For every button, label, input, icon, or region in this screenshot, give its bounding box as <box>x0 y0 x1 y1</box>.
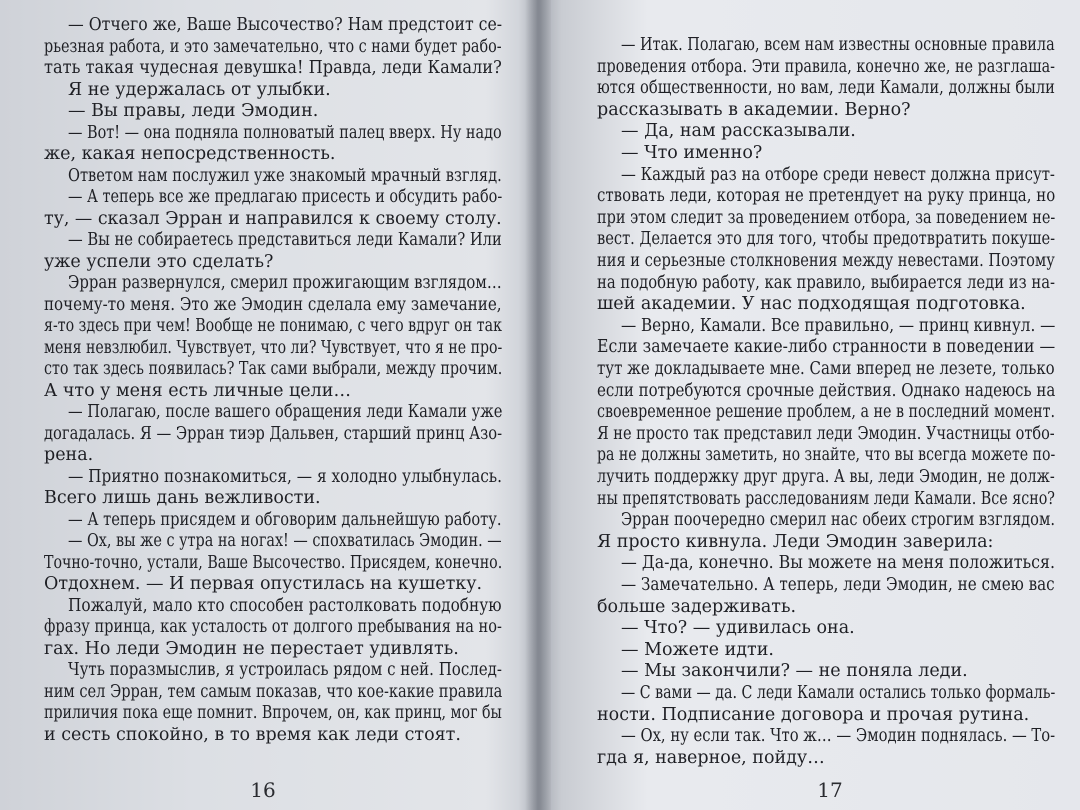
text-line: Эрран развернулся, смерил прожигающим взглядом… <box>68 273 502 293</box>
text-line: — Отчего же, Ваше Высочество? Нам предстоит се- <box>68 15 503 35</box>
text-line: Эрран поочередно смерил нас обеих строгим взглядом. <box>621 510 1055 531</box>
text-line: Всего лишь дань вежливости. <box>44 488 321 508</box>
text-line: — Что? — удивилась она. <box>621 618 855 639</box>
page-number: 17 <box>817 778 843 802</box>
text-line: ются общественности, но вам, леди Камали, должны были <box>597 78 1055 99</box>
text-line: — Ох, вы же с утра на ногах! — спохватилась Эмодин. — <box>68 531 502 551</box>
text-line: уже успели это сделать? <box>44 251 274 272</box>
text-line: сто так здесь появилась? Так сами выбрали, между прочим. <box>44 359 503 379</box>
text-line: Отдохнем. — И первая опустилась на кушетку. <box>44 574 483 594</box>
text-line: Я не просто так представил леди Эмодин. Участницы отбо- <box>597 423 1055 444</box>
text-line: вест. Делается это для того, чтобы предотвратить покуше- <box>597 229 1056 250</box>
text-line: догадалась. Я — Эрран тиэр Дальвен, старший принц Азо- <box>44 423 503 444</box>
left-page-text <box>0 0 530 810</box>
text-line: если потребуются срочные действия. Однако надеюсь на <box>597 380 1056 401</box>
text-line: на подобную работу, как правило, выбирается леди из на- <box>597 272 1056 293</box>
text-line: своевременное решение проблем, а не в последний момент. <box>597 402 1056 423</box>
text-line: Если замечаете какие-либо странности в поведении — <box>597 337 1056 358</box>
text-line: лучить поддержку друг друга. А вы, леди Эмодин, не долж- <box>597 467 1055 487</box>
text-line: ра не должны заметить, но знайте, что вы всегда можете по- <box>597 445 1056 466</box>
text-line: — Вы не собираетесь представиться леди Камали? Или <box>68 230 502 250</box>
page-number: 16 <box>250 778 276 802</box>
text-line: рена. <box>44 445 94 465</box>
text-line: — Да, нам рассказывали. <box>621 121 856 142</box>
text-line: — Вы правы, леди Эмодин. <box>68 101 319 121</box>
text-line: ствовать леди, которая не претендует на руку принца, но <box>597 186 1056 207</box>
text-line: тут же докладываете мне. Сами вперед не лезете, только <box>597 359 1055 379</box>
text-line: Точно-точно, устали, Ваше Высочество. Присядем, конечно. <box>44 552 503 573</box>
text-line: — Можете идти. <box>621 639 774 660</box>
text-line: ту, — сказал Эрран и направился к своему столу. <box>44 208 502 229</box>
text-line: — Что именно? <box>621 143 763 163</box>
text-line: и сесть спокойно, в то время как леди стоят. <box>44 724 461 745</box>
text-line: при этом следит за проведением отбора, за поведением не- <box>597 207 1056 228</box>
text-line: Пожалуй, мало кто способен растолковать подобную <box>68 595 502 616</box>
text-line: — Да-да, конечно. Вы можете на меня положиться. <box>621 553 1056 574</box>
text-line: — Вот! — она подняла полноватый палец вверх. Ну надо <box>68 122 502 143</box>
text-line: гах. Но леди Эмодин не перестает удивлять. <box>44 638 459 659</box>
text-line: я-то здесь при чем! Вообще не понимаю, с чего вдруг он так <box>44 316 502 336</box>
text-line: рассказывать в академии. Верно? <box>597 99 911 120</box>
text-line: приличия пока еще помнит. Впрочем, он, как принц, мог бы <box>44 703 502 723</box>
text-line: ним сел Эрран, тем самым показав, что кое-какие правила <box>44 681 503 702</box>
text-line: — Полагаю, после вашего обращения леди Камали уже <box>68 402 503 422</box>
text-line: почему-то меня. Это же Эмодин сделала ему замечание, <box>44 294 502 315</box>
text-line: — С вами — да. С леди Камали остались только формаль- <box>621 683 1056 703</box>
text-line: шей академии. У нас подходящая подготовка. <box>597 294 1026 315</box>
text-line: меня невзлюбил. Чувствует, что ли? Чувствует, что я не про- <box>44 337 503 358</box>
text-line: — Мы закончили? — не поняла леди. <box>621 661 968 682</box>
text-line: больше задерживать. <box>597 596 797 617</box>
text-line: гда я, наверное, пойду… <box>597 747 825 768</box>
text-line: — А теперь присядем и обговорим дальнейшую работу. <box>68 509 502 530</box>
text-line: ния и серьезные столкновения между невестами. Поэтому <box>597 251 1055 271</box>
text-line: — А теперь все же предлагаю присесть и обсудить рабо- <box>68 187 503 207</box>
text-line: — Итак. Полагаю, всем нам известны основные правила <box>621 35 1055 55</box>
left-page <box>0 0 530 810</box>
text-line: ны препятствовать расследованиям леди Камали. Все ясно? <box>597 488 1055 509</box>
text-line: проведения отбора. Эти правила, конечно же, не разглаша- <box>597 56 1056 77</box>
text-line: тать такая чудесная девушка! Правда, леди Камали? <box>44 58 502 78</box>
text-line: же, какая непосредственность. <box>44 144 336 164</box>
text-line: — Приятно познакомиться, — я холодно улыбнулась. <box>68 466 502 487</box>
right-page-text <box>545 0 1080 810</box>
text-line: Ответом нам послужил уже знакомый мрачный взгляд. <box>68 165 502 186</box>
text-line: Я не удержалась от улыбки. <box>68 79 331 100</box>
text-line: рьезная работа, и это замечательно, что с нами будет рабо- <box>44 36 502 57</box>
text-line: А что у меня есть личные цели… <box>44 380 351 401</box>
text-line: Я просто кивнула. Леди Эмодин заверила: <box>597 531 994 552</box>
text-line: — Замечательно. А теперь, леди Эмодин, не смею вас <box>621 575 1055 595</box>
text-line: — Каждый раз на отборе среди невест должна присут- <box>621 164 1055 185</box>
text-line: фразу принца, как усталость от долгого пребывания на но- <box>44 617 502 637</box>
text-line: — Ох, ну если так. Что ж… — Эмодин поднялась. — То- <box>621 726 1056 747</box>
text-line: ности. Подписание договора и прочая рутина. <box>597 704 1030 725</box>
right-page <box>545 0 1080 810</box>
text-line: — Верно, Камали. Все правильно, — принц кивнул. — <box>621 315 1056 336</box>
text-line: Чуть поразмыслив, я устроилась рядом с ней. Послед- <box>68 660 502 680</box>
